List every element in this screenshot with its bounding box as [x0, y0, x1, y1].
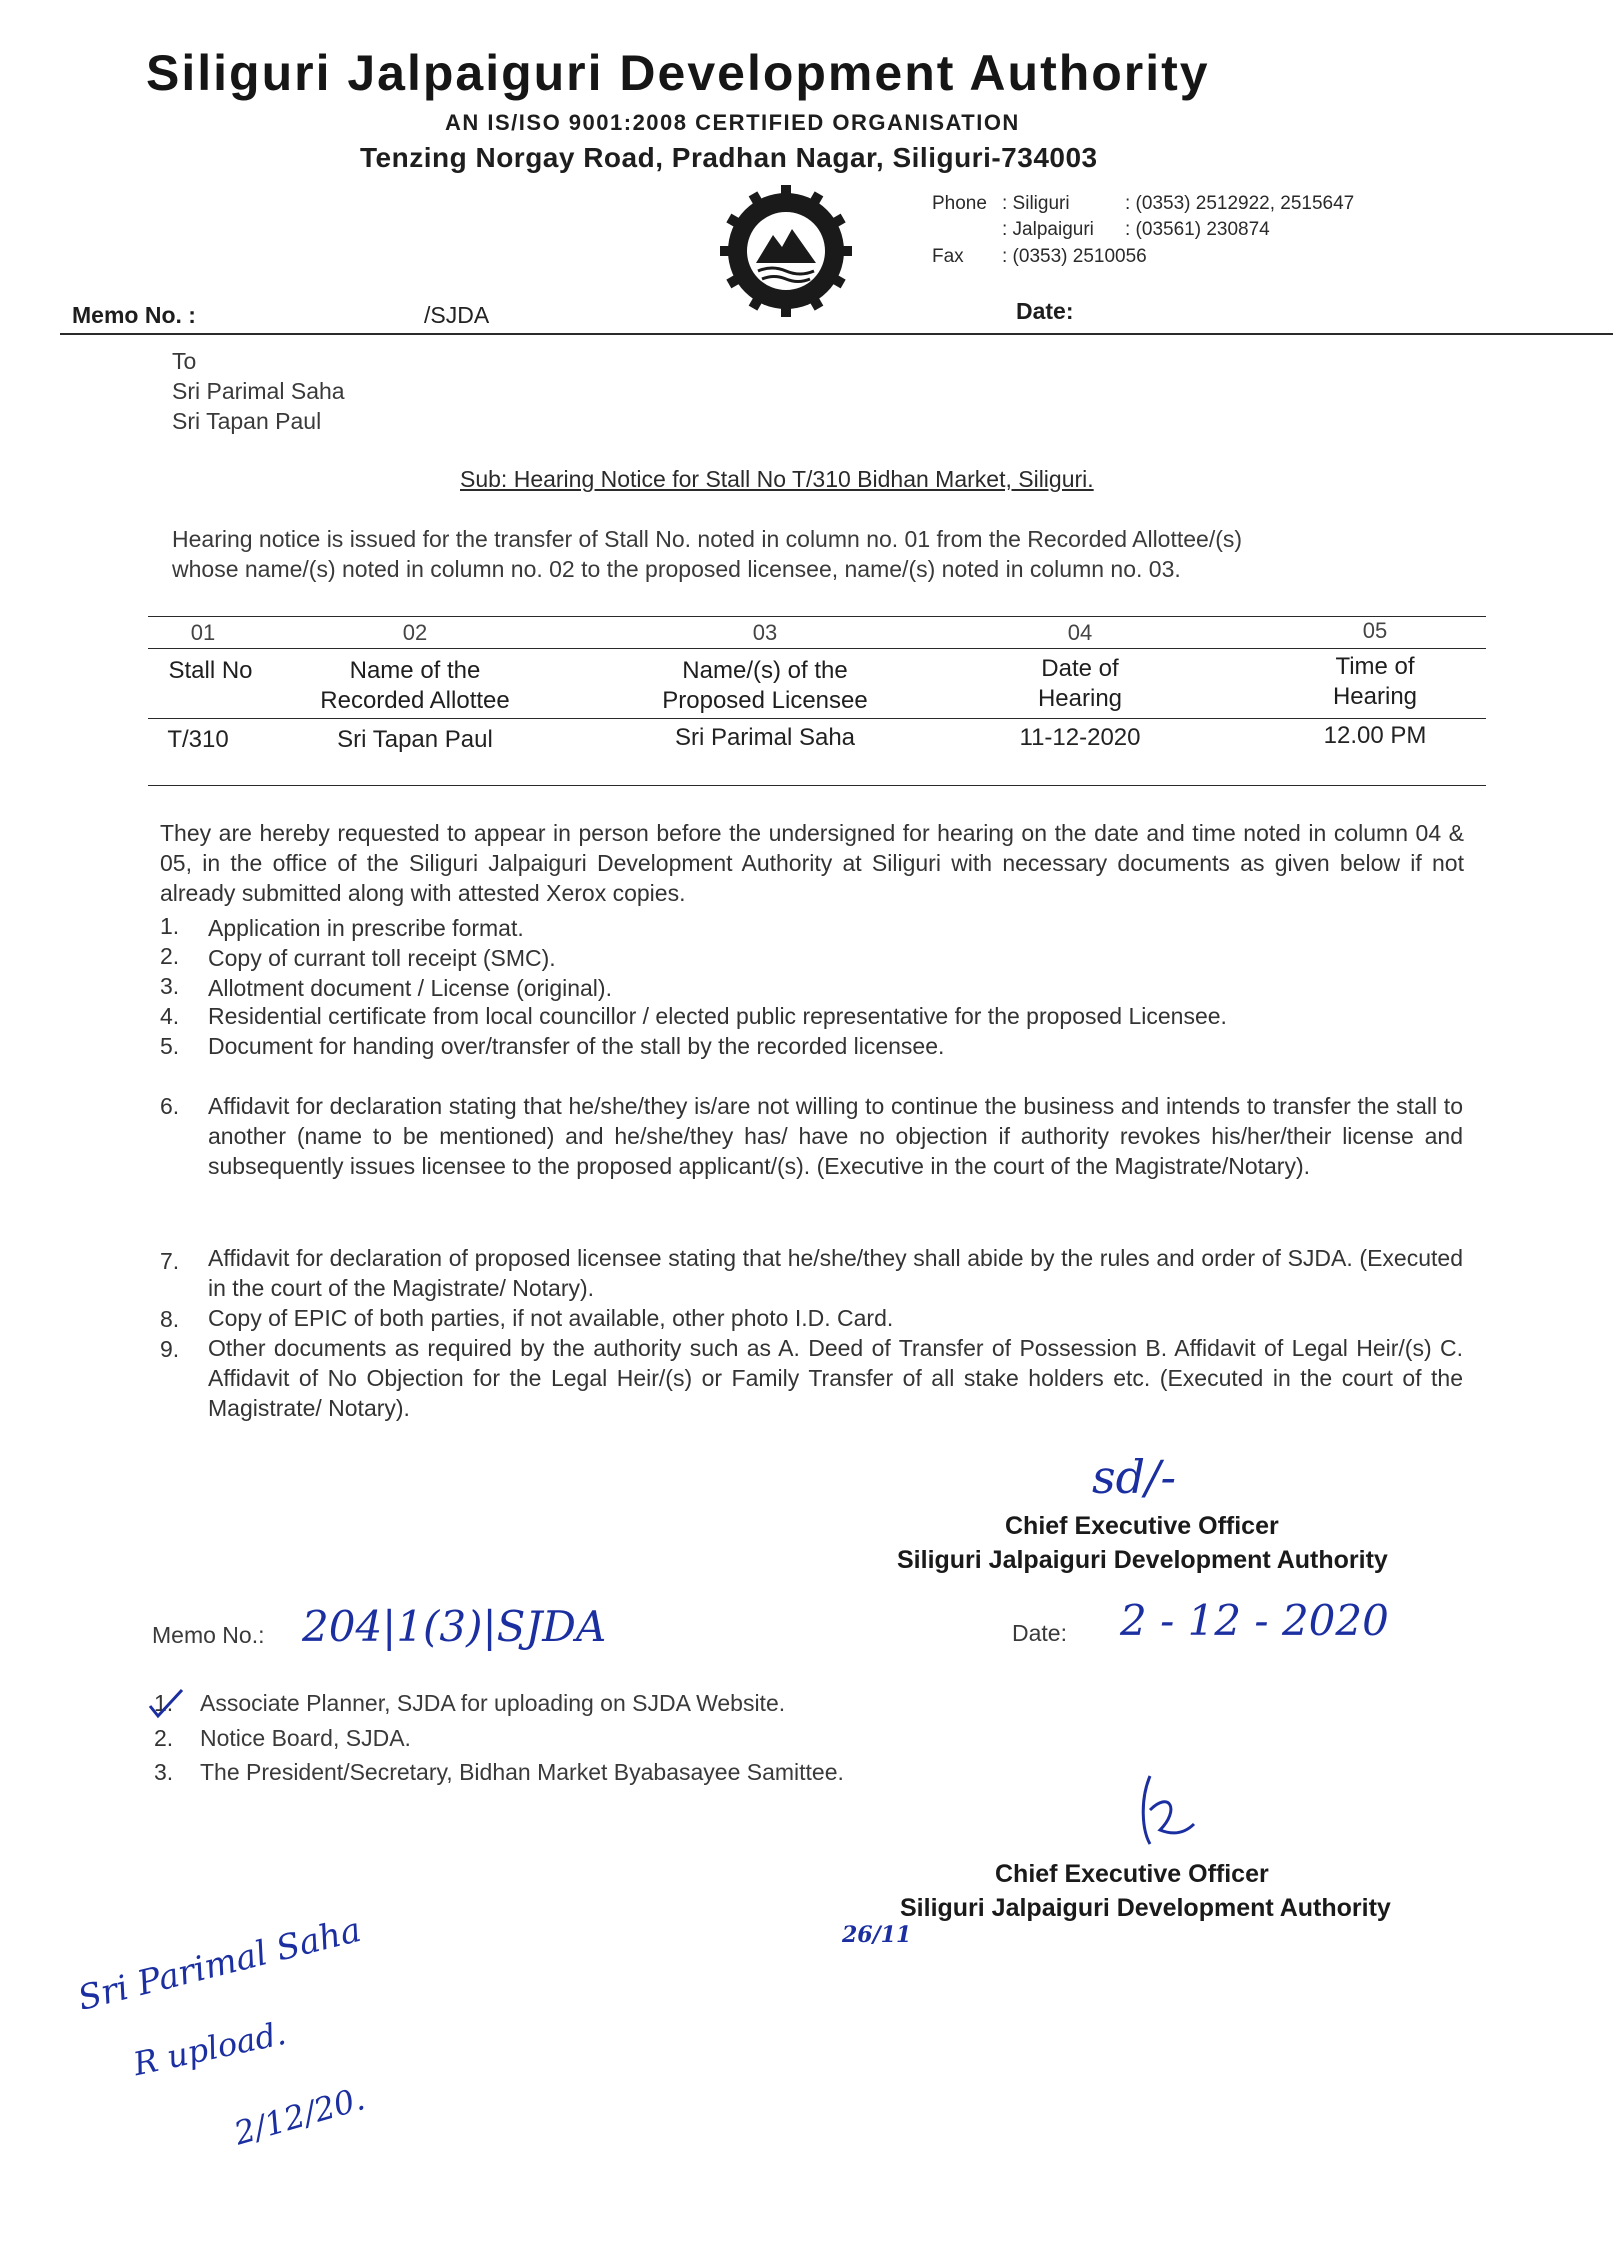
- cell-proposed-licensee: Sri Parimal Saha: [674, 724, 856, 751]
- sjda-seal-logo: [718, 183, 854, 319]
- addressee-name-1: Sri Parimal Saha: [172, 378, 345, 404]
- list-item: Application in prescribe format.: [208, 915, 524, 941]
- list-number: 3.: [154, 1759, 174, 1785]
- signatory-title-2: Chief Executive Officer: [995, 1860, 1269, 1888]
- list-item: Notice Board, SJDA.: [200, 1725, 411, 1751]
- list-number: 8.: [160, 1306, 180, 1332]
- col-number: 03: [752, 620, 778, 645]
- memo-suffix: /SJDA: [424, 302, 490, 328]
- phone-place-siliguri: : Siliguri: [1002, 193, 1070, 214]
- list-number: 1.: [160, 913, 180, 939]
- addressee-name-2: Sri Tapan Paul: [172, 408, 322, 434]
- memo2-label: Memo No.:: [152, 1622, 265, 1648]
- signatory-title-1: Chief Executive Officer: [1005, 1512, 1279, 1540]
- list-item: The President/Secretary, Bidhan Market Byabasayee Samittee.: [200, 1759, 844, 1785]
- signatory-org-2: Siliguri Jalpaiguri Development Authority: [900, 1894, 1391, 1922]
- cell-date-of-hearing: 11-12-2020: [1019, 724, 1141, 751]
- list-number: 1.: [154, 1690, 174, 1716]
- header-rule: [60, 333, 1613, 335]
- receipt-note-line-3: 2/12/20.: [230, 2079, 369, 2153]
- list-item: Other documents as required by the authority such as A. Deed of Transfer of Possession B. Affidavit of Legal Heir/(s) C. Affidavit of No Objection for the Legal Heir/(s) or Family Transfer of all stake holders etc. (Executed in the court of the Magistrate/ Notary).: [208, 1335, 1463, 1421]
- list-item: Copy of EPIC of both parties, if not available, other photo I.D. Card.: [208, 1305, 894, 1331]
- check-mark-icon: [146, 1686, 186, 1720]
- certification-line: AN IS/ISO 9001:2008 CERTIFIED ORGANISATION: [445, 110, 1020, 135]
- cell-stall-no: T/310: [167, 726, 229, 753]
- memo2-date-handwritten: 2 - 12 - 2020: [1120, 1596, 1389, 1645]
- signature-scribble: [1120, 1770, 1200, 1850]
- header-date-of-hearing: Date of Hearing: [1037, 655, 1123, 712]
- memo-label: Memo No. :: [72, 302, 196, 328]
- list-number: 5.: [160, 1033, 180, 1059]
- table-rule-top: [148, 616, 1486, 617]
- subject-line: Sub: Hearing Notice for Stall No T/310 Bidhan Market, Siliguri.: [460, 466, 1094, 492]
- list-item: Document for handing over/transfer of the stall by the recorded licensee.: [208, 1033, 945, 1059]
- list-item: Affidavit for declaration of proposed licensee stating that he/she/they shall abide by the rules and order of SJDA. (Executed in the court of the Magistrate/ Notary).: [208, 1245, 1463, 1301]
- intro-line-1: Hearing notice is issued for the transfer of Stall No. noted in column no. 01 from the Recorded Allottee/(s): [172, 526, 1243, 552]
- cell-recorded-allottee: Sri Tapan Paul: [337, 726, 493, 753]
- header-time-of-hearing: Time of Hearing: [1332, 653, 1418, 710]
- header-proposed-licensee: Name/(s) of the Proposed Licensee: [662, 657, 868, 714]
- fax-number: : (0353) 2510056: [1002, 246, 1147, 267]
- memo2-number-handwritten: 204|1(3)|SJDA: [302, 1602, 607, 1651]
- receipt-note-line-2: R upload.: [130, 2013, 290, 2084]
- list-item: Allotment document / License (original).: [208, 975, 612, 1001]
- phone-label: Phone: [932, 193, 987, 214]
- col-number: 05: [1362, 618, 1388, 643]
- to-label: To: [172, 348, 197, 374]
- date-label: Date:: [1016, 298, 1074, 324]
- list-item: Residential certificate from local councillor / elected public representative for the proposed Licensee.: [208, 1003, 1227, 1029]
- list-number: 6.: [160, 1093, 180, 1119]
- memo2-date-label: Date:: [1012, 1620, 1067, 1646]
- org-address: Tenzing Norgay Road, Pradhan Nagar, Siliguri-734003: [360, 142, 1098, 173]
- initial-date-handwritten: 26/11: [842, 1922, 912, 1948]
- list-item: Associate Planner, SJDA for uploading on SJDA Website.: [200, 1690, 786, 1716]
- phone-number-jalpaiguri: : (03561) 230874: [1125, 219, 1270, 240]
- phone-place-jalpaiguri: : Jalpaiguri: [1002, 219, 1094, 240]
- list-number: 7.: [160, 1248, 180, 1274]
- table-rule-mid: [148, 648, 1486, 649]
- header-stall-no: Stall No: [168, 657, 253, 684]
- col-number: 01: [190, 620, 216, 645]
- phone-number-siliguri: : (0353) 2512922, 2515647: [1125, 193, 1355, 214]
- receipt-note-line-1: Sri Parimal Saha: [74, 1909, 365, 2019]
- table-rule-header-bottom: [148, 718, 1486, 719]
- list-number: 2.: [160, 943, 180, 969]
- list-number: 9.: [160, 1336, 180, 1362]
- list-number: 2.: [154, 1725, 174, 1751]
- header-recorded-allottee: Name of the Recorded Allottee: [320, 657, 510, 714]
- org-title: Siliguri Jalpaiguri Development Authority: [146, 45, 1210, 101]
- list-item: Affidavit for declaration stating that he/she/they is/are not willing to continue the business and intends to transfer the stall to another (name to be mentioned) and he/she/they has/ have no objection if authority revokes his/her/their license and subsequently issues licensee to the proposed applicant/(s). (Executive in the court of the Magistrate/Notary).: [208, 1093, 1463, 1179]
- fax-label: Fax: [932, 246, 964, 267]
- request-paragraph: They are hereby requested to appear in person before the undersigned for hearing on the date and time noted in column 04 & 05, in the office of the Siliguri Jalpaiguri Development Authority at Siliguri with necessary documents as given below if not already submitted along with attested Xerox copies.: [160, 820, 1464, 906]
- col-number: 02: [402, 620, 428, 645]
- list-item: Copy of currant toll receipt (SMC).: [208, 945, 556, 971]
- cell-time-of-hearing: 12.00 PM: [1323, 722, 1427, 749]
- signatory-org-1: Siliguri Jalpaiguri Development Authority: [897, 1546, 1388, 1574]
- signature-initials-sd: sd/-: [1092, 1450, 1177, 1504]
- list-number: 3.: [160, 973, 180, 999]
- list-number: 4.: [160, 1003, 180, 1029]
- intro-line-2: whose name/(s) noted in column no. 02 to the proposed licensee, name/(s) noted in column no. 03.: [172, 556, 1181, 582]
- table-rule-bottom: [148, 785, 1486, 786]
- col-number: 04: [1067, 620, 1093, 645]
